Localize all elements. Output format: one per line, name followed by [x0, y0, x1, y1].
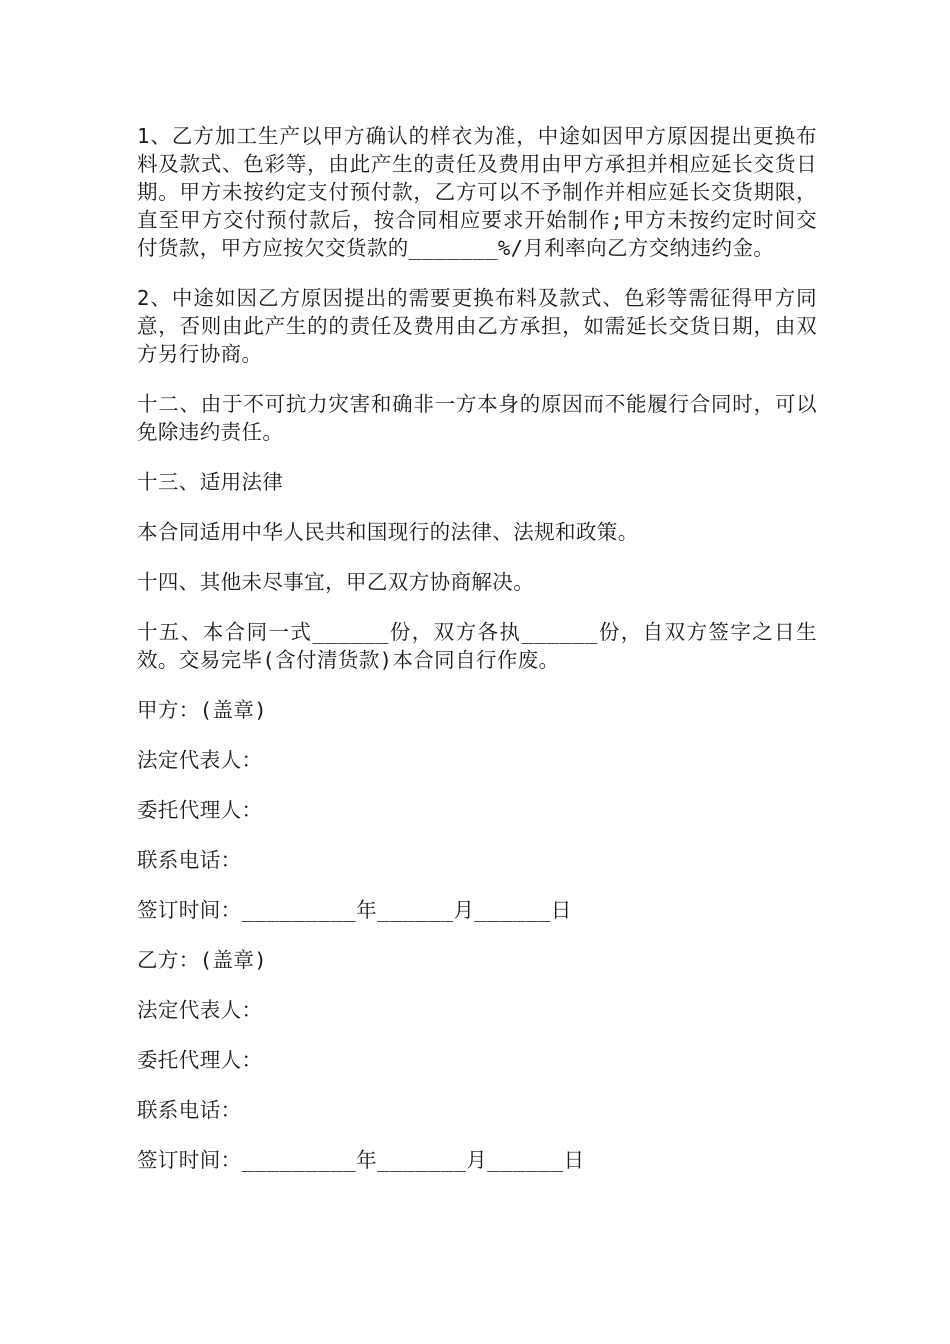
clause-1: 1、乙方加工生产以甲方确认的样衣为准，中途如因甲方原因提出更换布料及款式、色彩等，由此产生的责任及费用由甲方承担并相应延长交货日期。甲方未按约定支付预付款，乙方可以不予制作并相应延长交货期限，直至甲方交付预付款后，按合同相应要求开始制作;甲方未按约定时间交付货款，甲方应按欠交货款的_______%/月利率向乙方交纳违约金。 [137, 124, 817, 260]
party-b-representative: 法定代表人： [137, 998, 263, 1022]
contract-page [137, 122, 817, 1196]
party-a-representative: 法定代表人： [137, 748, 263, 772]
clause-13-body: 本合同适用中华人民共和国现行的法律、法规和政策。 [137, 520, 639, 544]
party-a-agent: 委托代理人： [137, 798, 263, 822]
party-a-signature-block [137, 696, 817, 924]
clause-13-heading: 十三、适用法律 [137, 470, 284, 494]
party-b-signature-block [137, 946, 817, 1174]
clause-12: 十二、由于不可抗力灾害和确非一方本身的原因而不能履行合同时，可以免除违约责任。 [137, 392, 817, 444]
party-a-phone: 联系电话： [137, 848, 242, 872]
clause-14: 十四、其他未尽事宜，甲乙双方协商解决。 [137, 570, 535, 594]
party-b-date: 签订时间：_________年_______月______日 [137, 1148, 585, 1172]
party-b-phone: 联系电话： [137, 1098, 242, 1122]
clause-15: 十五、本合同一式______份，双方各执______份，自双方签字之日生效。交易完毕(含付清货款)本合同自行作废。 [137, 620, 817, 672]
party-b-name: 乙方：(盖章) [137, 948, 267, 972]
party-a-name: 甲方：(盖章) [137, 698, 267, 722]
party-b-agent: 委托代理人： [137, 1048, 263, 1072]
party-a-date: 签订时间：_________年______月______日 [137, 898, 572, 922]
clause-2: 2、中途如因乙方原因提出的需要更换布料及款式、色彩等需征得甲方同意，否则由此产生的的责任及费用由乙方承担，如需延长交货日期，由双方另行协商。 [137, 286, 817, 366]
